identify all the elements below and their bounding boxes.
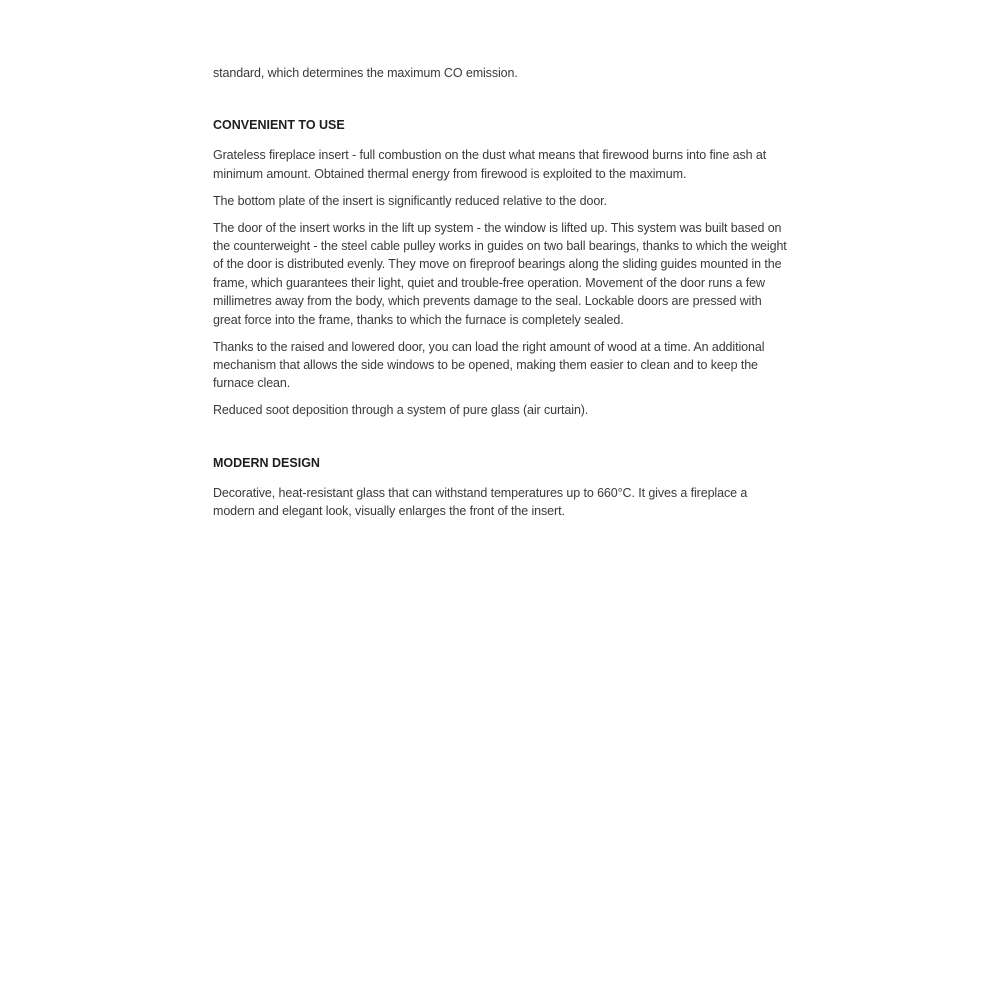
paragraph: The bottom plate of the insert is significantly reduced relative to the door. [213, 193, 607, 208]
intro-text: standard, which determines the maximum CO emission. [213, 66, 518, 80]
paragraph: Decorative, heat-resistant glass that can withstand temperatures up to 660°C. It gives a fireplace a modern and elegant look, visually enlarges the front of the insert. [213, 485, 748, 519]
paragraph: The door of the insert works in the lift up system - the window is lifted up. This system was built based on the counterweight - the steel cable pulley works in guides on two ball bearings, thanks to which the weight of the door is distributed evenly. They move on fireproof bearings along the sliding guides mounted in the frame, which guarantees their light, quiet and trouble-free operation. Movement of the door runs a few millimetres away from the body, which prevents damage to the seal. Lockable doors are pressed with great force into the frame, thanks to which the furnace is completely sealed. [213, 220, 787, 327]
paragraph: Thanks to the raised and lowered door, you can load the right amount of wood at a time. An additional mechanism that allows the side windows to be opened, making them easier to clean and to keep the furnace clean. [213, 339, 765, 391]
section-title: CONVENIENT TO USE [213, 118, 345, 133]
paragraph: Grateless fireplace insert - full combustion on the dust what means that firewood burns into fine ash at minimum amount. Obtained thermal energy from firewood is exploited to the maximum. [213, 148, 767, 181]
paragraph: Reduced soot deposition through a system of pure glass (air curtain). [213, 403, 589, 418]
section-modern-design [213, 454, 788, 521]
document-page [213, 64, 788, 529]
section-convenient-to-use [213, 116, 788, 419]
section-title: MODERN DESIGN [213, 455, 320, 470]
